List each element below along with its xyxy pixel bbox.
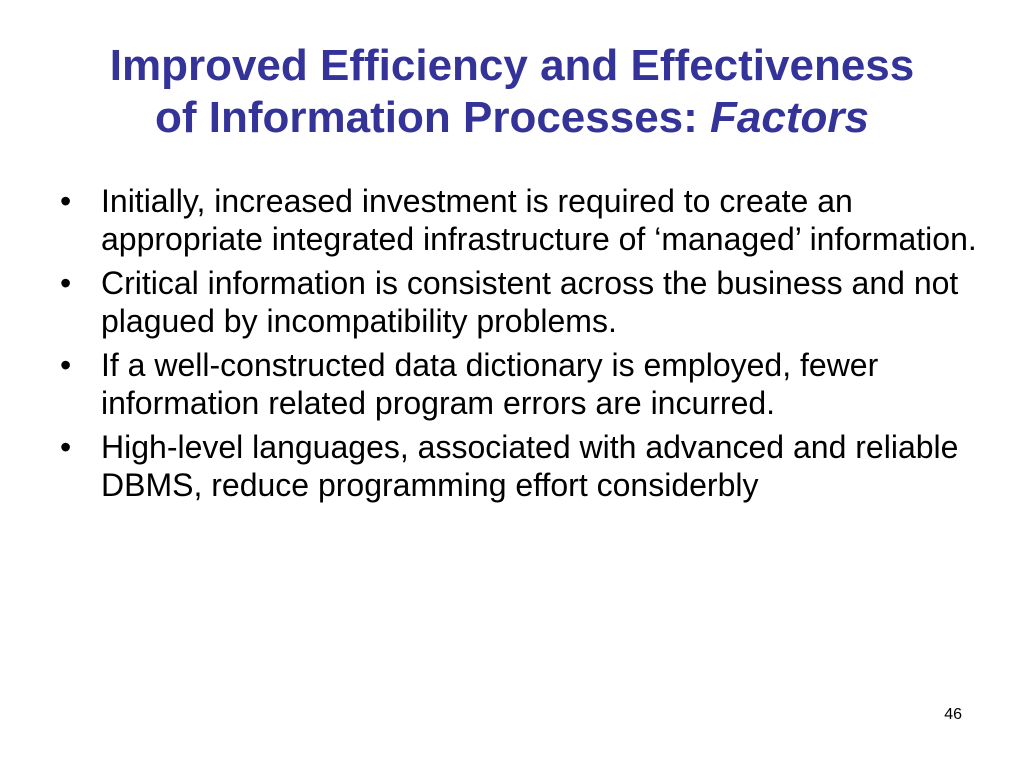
- bullet-item: [60, 346, 990, 422]
- bullet-item: [60, 264, 990, 340]
- bullet-icon: •: [60, 183, 72, 219]
- bullet-item: [60, 428, 990, 504]
- bullet-text: If a well-constructed data dictionary is employed, fewer information related program errors are incurred.: [101, 347, 879, 421]
- bullet-icon: •: [60, 265, 72, 301]
- title-line-2-italic: Factors: [710, 93, 869, 142]
- title-line-1: Improved Efficiency and Effectiveness: [109, 41, 915, 90]
- bullet-icon: •: [60, 429, 72, 465]
- title-line-2-regular: of Information Processes:: [155, 93, 711, 142]
- bullet-text: Critical information is consistent across the business and not plagued by incompatibility problems.: [101, 265, 959, 339]
- page-number: 46: [944, 706, 962, 723]
- title-line-2: [0, 92, 1024, 144]
- bullet-text: High-level languages, associated with advanced and reliable DBMS, reduce programming effort considerbly: [101, 429, 959, 503]
- bullet-list: [60, 182, 990, 510]
- bullet-item: [60, 182, 990, 258]
- bullet-icon: •: [60, 347, 72, 383]
- slide-title: [0, 40, 1024, 144]
- bullet-text: Initially, increased investment is required to create an appropriate integrated infrastructure of ‘managed’ information.: [101, 183, 977, 257]
